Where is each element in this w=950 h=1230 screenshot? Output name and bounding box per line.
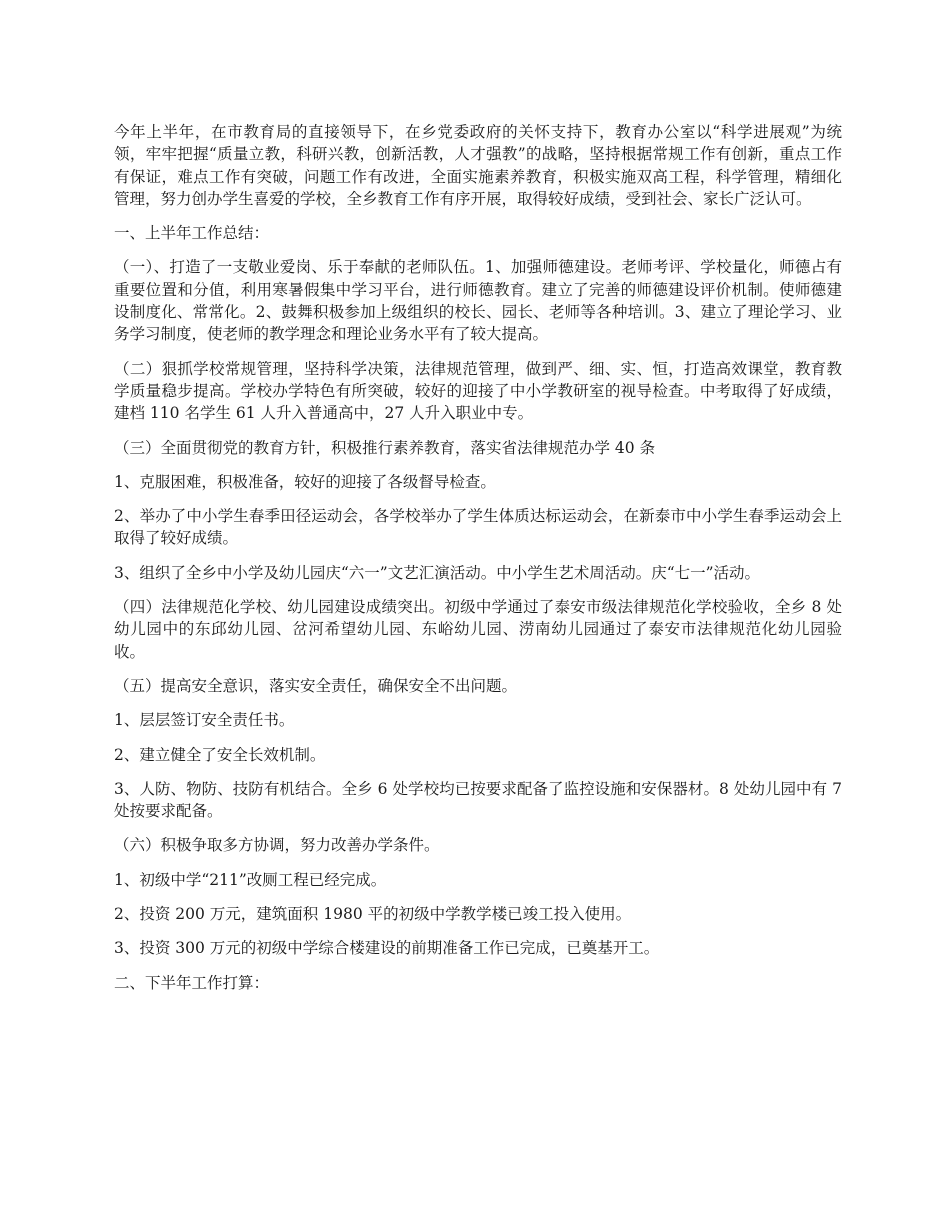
list-item-teaching-building: 2、投资 200 万元，建筑面积 1980 平的初级中学教学楼已竣工投入使用。 xyxy=(114,905,632,924)
list-item-safety-mechanism: 2、建立健全了安全长效机制。 xyxy=(114,745,326,764)
paragraph-teacher-team: （一）、打造了一支敬业爱岗、乐于奉献的老师队伍。1、加强师德建设。老师考评、学校量化，师德占有重要位置和分值，利用寒暑假集中学习平台，进行师德教育。建立了完善的师德建设评价机制。使师德建设制度化、常常化。2、鼓舞积极参加上级组织的校长、园长、老师等各种培训。3、建立了理论学习、业务学习制度，使老师的教学理念和理论业务水平有了较大提高。 xyxy=(114,258,842,344)
list-item-complex-building: 3、投资 300 万元的初级中学综合楼建设的前期准备工作已完成，已奠基开工。 xyxy=(114,939,660,958)
list-item-toilet-project: 1、初级中学“211”改厕工程已经完成。 xyxy=(114,870,387,889)
list-item-sports-meet: 2、举办了中小学生春季田径运动会，各学校举办了学生体质达标运动会，在新泰市中小学生春季运动会上取得了较好成绩。 xyxy=(114,507,842,548)
section-heading-first-half-summary: 一、上半年工作总结： xyxy=(114,224,270,243)
intro-paragraph: 今年上半年，在市教育局的直接领导下，在乡党委政府的关怀支持下，教育办公室以“科学进展观”为统领，牢牢把握“质量立教，科研兴教，创新活教，人才强教”的战略，坚持根据常规工作有创新，重点工作有保证，难点工作有突破，问题工作有改进，全面实施素养教育，积极实施双高工程，科学管理，精细化管理，努力创办学生喜爱的学校，全乡教育工作有序开展，取得较好成绩，受到社会、家长广泛认可。 xyxy=(114,123,842,208)
paragraph-safety: （五）提高安全意识，落实安全责任，确保安全不出问题。 xyxy=(114,676,518,695)
section-heading-second-half-plan: 二、下半年工作打算： xyxy=(114,973,270,992)
list-item-safety-defense: 3、人防、物防、技防有机结合。全乡 6 处学校均已按要求配备了监控设施和安保器材。8 处幼儿园中有 7 处按要求配备。 xyxy=(114,779,842,821)
paragraph-school-management: （二）狠抓学校常规管理，坚持科学决策，法律规范管理，做到严、细、实、恒，打造高效课堂，教育教学质量稳步提高。学校办学特色有所突破，较好的迎接了中小学教研室的视导检查。中考取得了好成绩，建档 110 名学生 61 人升入普通高中，27 人升入职业中专。 xyxy=(114,359,842,423)
document-body xyxy=(114,121,842,1006)
list-item-safety-responsibility: 1、层层签订安全责任书。 xyxy=(114,711,295,730)
paragraph-standardized-schools: （四）法律规范化学校、幼儿园建设成绩突出。初级中学通过了泰安市级法律规范化学校验收，全乡 8 处幼儿园中的东邱幼儿园、岔河希望幼儿园、东峪幼儿园、涝南幼儿园通过了泰安市法律规范化幼儿园验收。 xyxy=(114,598,842,661)
list-item-inspection: 1、克服困难，积极准备，较好的迎接了各级督导检查。 xyxy=(114,472,496,491)
paragraph-quality-education: （三）全面贯彻党的教育方针，积极推行素养教育，落实省法律规范办学 40 条 xyxy=(114,438,656,457)
paragraph-school-conditions: （六）积极争取多方协调，努力改善办学条件。 xyxy=(114,836,440,855)
list-item-art-performance: 3、组织了全乡中小学及幼儿园庆“六一”文艺汇演活动。中小学生艺术周活动。庆“七一”活动。 xyxy=(114,563,761,582)
